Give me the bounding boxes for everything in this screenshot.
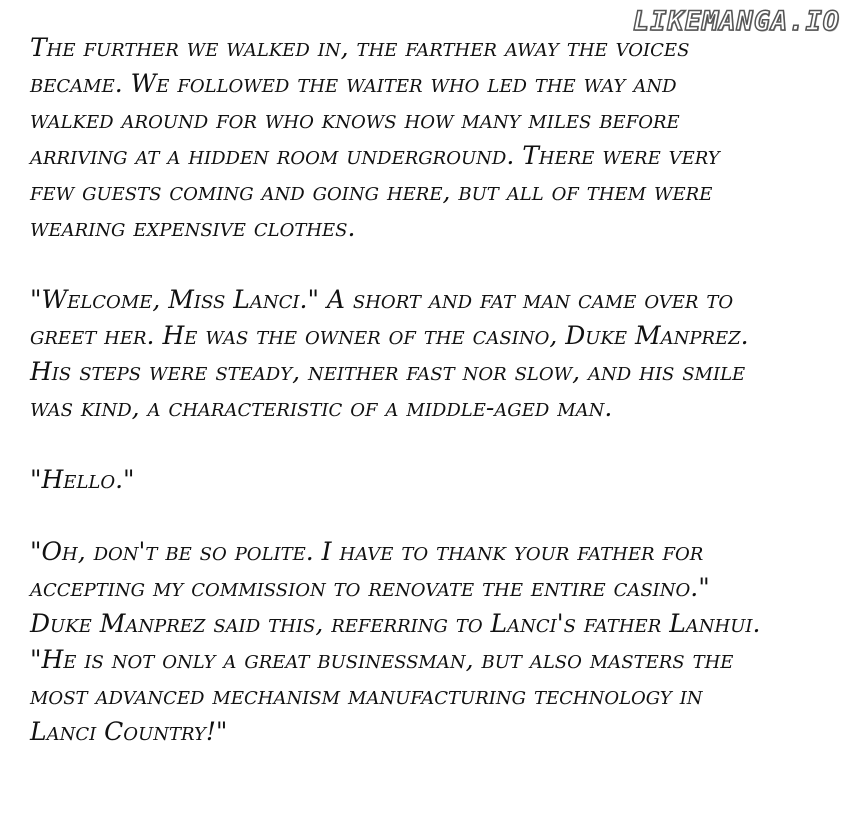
text-line: "He is not only a great businessman, but also masters the [30, 645, 734, 674]
text-line: greet her. He was the owner of the casino, Duke Manprez. [30, 321, 749, 350]
paragraph-4 [30, 534, 830, 750]
text-line: "Hello." [30, 465, 135, 494]
text-line: wearing expensive clothes. [30, 213, 356, 242]
text-line: Duke Manprez said this, referring to Lanci's father Lanhui. [30, 609, 761, 638]
text-line: most advanced mechanism manufacturing technology in [30, 681, 703, 710]
text-line: few guests coming and going here, but all of them were [30, 177, 713, 206]
text-line: "Oh, don't be so polite. I have to thank your father for [30, 537, 704, 566]
text-line: "Welcome, Miss Lanci." A short and fat man came over to [30, 285, 734, 314]
paragraph-2 [30, 282, 830, 426]
paragraph-1 [30, 30, 830, 246]
text-line: became. We followed the waiter who led the way and [30, 69, 677, 98]
text-line: His steps were steady, neither fast nor slow, and his smile [30, 357, 746, 386]
text-line: Lanci Country!" [30, 717, 228, 746]
site-watermark: LIKEMANGA.IO [632, 6, 840, 37]
text-line: The further we walked in, the farther away the voices [30, 33, 690, 62]
text-line: accepting my commission to renovate the entire casino." [30, 573, 710, 602]
text-line: was kind, a characteristic of a middle-aged man. [30, 393, 613, 422]
paragraph-3 [30, 462, 830, 498]
text-line: walked around for who knows how many miles before [30, 105, 680, 134]
text-line: arriving at a hidden room underground. There were very [30, 141, 720, 170]
